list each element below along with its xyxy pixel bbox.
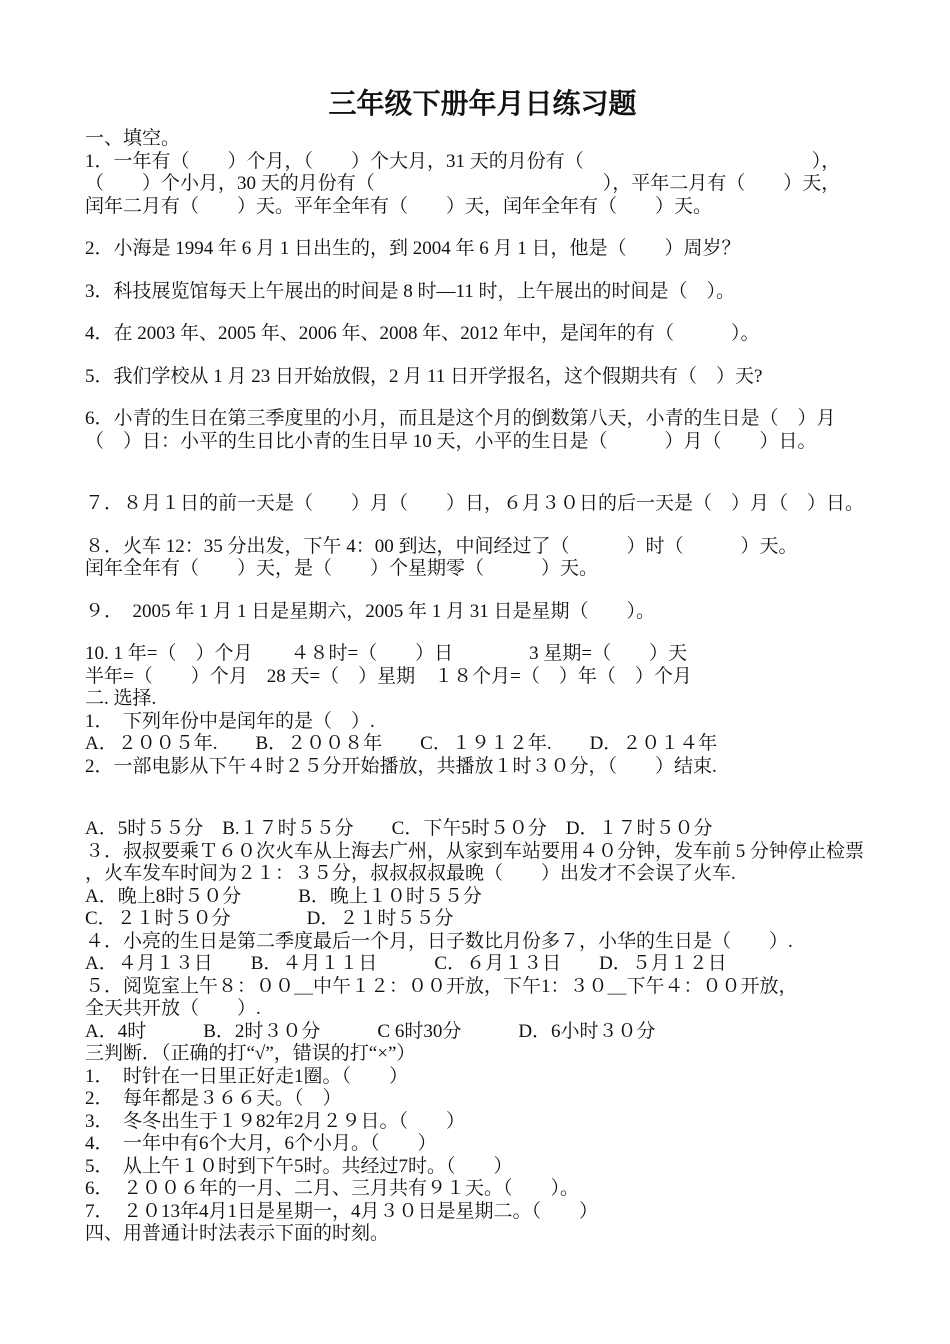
s2-q2: 2．一部电影从下午４时２５分开始播放，共播放１时３０分，（ ）结束. [85,755,717,777]
s2-q2-options: A．5时５５分 B.１７时５５分 C．下午5时５０分 D．１７时５０分 [85,818,713,839]
section3-heading: 三判断．（正确的打“√”，错误的打“×”） [85,1043,416,1064]
s1-q4: 4．在 2003 年、2005 年、2006 年、2008 年、2012 年中，是闰年的有（ ）。 [85,323,760,344]
s2-q4-options: A．４月１３日 B．４月１１日 C．６月１３日 D．５月１２日 [85,953,727,974]
s1-q3: 3．科技展览馆每天上午展出的时间是 8 时—11 时，上午展出的时间是（ ）。 [85,280,736,302]
s1-q9: ９． 2005 年 1 月 1 日是星期六，2005 年 1 月 31 日是星期（ ）。 [85,600,656,622]
s3-q2: 2． 每年都是３６６天。（ ） [85,1088,342,1109]
s2-q3-line2: ，火车发车时间为２１：３５分，叔叔叔叔最晚（ ）出发才不会误了火车. [85,863,736,884]
s2-q1-options: A．２００５年. B．２００８年 C．１９１２年. D．２０１４年 [85,733,718,754]
s3-q4: 4． 一年中有6个大月，6个小月。（ ） [85,1133,437,1154]
s1-q1-line2: （ ）个小月，30 天的月份有（ ），平年二月有（ ）天， [85,173,841,194]
s2-q4: ４．小亮的生日是第二季度最后一个月，日子数比月份多７，小华的生日是（ ）. [85,930,793,952]
s3-q1: 1． 时针在一日里正好走1圈。（ ） [85,1065,409,1087]
s1-q6-line2: （ ）日：小平的生日比小青的生日早 10 天，小平的生日是（ ）月（ ）日。 [85,430,817,452]
s1-q8-line2: 闰年全年有（ ）天，是（ ）个星期零（ ）天。 [85,558,599,579]
s3-q6: 6． ２００６年的一月、二月、三月共有９１天。（ ）。 [85,1178,580,1199]
s3-q7: 7． ２０13年4月1日是星期一，4月３０日是星期二。（ ） [85,1200,599,1222]
s1-q10-line1: 10. 1 年=（ ）个月 ４８时=（ ）日 3 星期=（ ）天 [85,643,688,664]
s1-q5: 5．我们学校从 1 月 23 日开始放假，2 月 11 日开学报名，这个假期共有（ ）天? [85,365,763,387]
s2-q5-line1: ５．阅览室上午８：００＿中午１２：００开放，下午1：３０＿下午４：００开放， [85,975,798,997]
s1-q1-line1: 1．一年有（ ）个月，（ ）个大月，31 天的月份有（ ）， [85,150,841,172]
s1-q2: 2．小海是 1994 年 6 月 1 日出生的，到 2004 年 6 月 1 日，他是（ ）周岁？ [85,238,741,259]
s2-q5-options: A．4时 B．2时３０分 C 6时30分 D．6小时３０分 [85,1020,656,1042]
s2-q3-line1: ３．叔叔要乘Ｔ６０次火车从上海去广州，从家到车站要用４０分钟，发车前 5 分钟停止检票 [85,840,865,862]
worksheet-title: 三年级下册年月日练习题 [328,89,637,120]
s3-q3: 3． 冬冬出生于１９82年2月２９日。（ ） [85,1110,466,1132]
s1-q1-line3: 闰年二月有（ ）天。平年全年有（ ）天，闰年全年有（ ）天。 [85,195,713,217]
s1-q8-line1: ８．火车 12：35 分出发，下午 4：00 到达，中间经过了（ ）时（ ）天。 [85,535,798,557]
section1-heading: 一、填空。 [85,128,181,149]
s3-q5: 5． 从上午１０时到下午5时。共经过7时。（ ） [85,1155,513,1177]
s1-q7: ７．８月１日的前一天是（ ）月（ ）日，６月３０日的后一天是（ ）月（ ）日。 [85,493,865,514]
s2-q5-line2: 全天共开放（ ）. [85,998,261,1019]
section2-heading: 二. 选择. [85,688,157,709]
s1-q6-line1: 6．小青的生日在第三季度里的小月，而且是这个月的倒数第八天，小青的生日是（ ）月 [85,408,836,429]
s1-q10-line2: 半年=（ ）个月 28 天=（ ）星期 １８个月=（ ）年（ ）个月 [85,665,692,687]
section4-heading: 四、用普通计时法表示下面的时刻。 [85,1223,390,1244]
s2-q3-options-cd: C．２１时５０分 D．２１时５５分 [85,908,454,929]
s2-q1: 1． 下列年份中是闰年的是（ ）. [85,710,375,732]
s2-q3-options-ab: A．晚上8时５０分 B．晚上１０时５５分 [85,885,482,907]
